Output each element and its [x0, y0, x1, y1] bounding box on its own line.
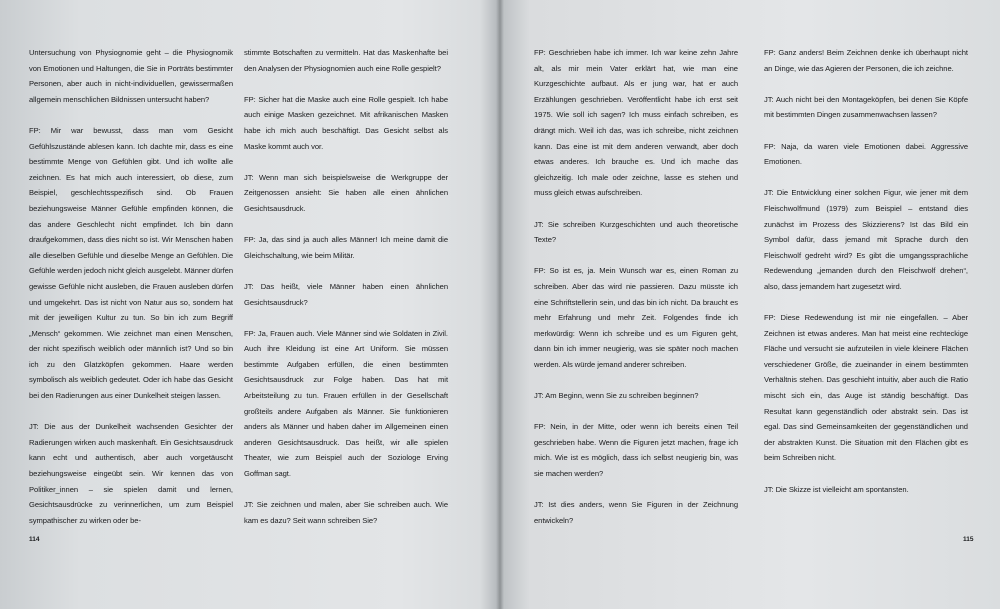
paragraph: FP: So ist es, ja. Mein Wunsch war es, einen Roman zu schreiben. Aber das wird nie passieren. Dazu müsste ich eine Schriftstellerin sein, und das bin ich nicht. Da braucht es mehr Erfahrung und mehr Zeit. Folgendes finde ich merkwürdig: Wenn ich schreibe und es um Figuren geht, dann bin ich immer neugierig, was sie später noch machen werden. Als würde jemand anderer schreiben.	[534, 266, 738, 369]
paragraph: JT: Die Entwicklung einer solchen Figur, wie jener mit dem Fleischwolfmund (1979) zum Beispiel – entstand dies zunächst im Prozess des Skizzierens? Ist das Bild ein Symbol dafür, dass jemand mit Sprache durch den Fleischwolf gedreht wird? Es gibt die umgangssprachliche Redewendung „jemanden durch den Fleischwolf drehen“, also, dass jemandem hart zugesetzt wird.	[764, 188, 968, 291]
paragraph: JT: Das heißt, viele Männer haben einen ähnlichen Gesichtsausdruck?	[244, 281, 448, 307]
paragraph: Untersuchung von Physiognomie geht – die Physiognomik von Emotionen und Haltungen, die Sie in Porträts bestimmter Personen, aber auch in nicht-individuellen, gewissermaßen allgemein menschlichen Bildnissen untersucht haben?	[29, 48, 233, 104]
paragraph: JT: Die aus der Dunkelheit wachsenden Gesichter der Radierungen wirken auch maskenhaft. Ein Gesichtsausdruck kann echt und authentisch, aber auch vorgetäuscht beziehungsweise eingeübt sein. Wir kennen das von Politiker_innen – sie spielen damit und lernen, Gesichtsausdrücke zu verinnerlichen, um zum Beispiel sympathischer zu wirken oder be-	[29, 422, 233, 525]
paragraph: JT: Am Beginn, wenn Sie zu schreiben beginnen?	[534, 391, 699, 401]
paragraph: FP: Ja, Frauen auch. Viele Männer sind wie Soldaten in Zivil. Auch ihre Kleidung ist eine Art Uniform. Sie müssen bestimmte Aufgaben erfüllen, die einen bestimmten Gesichtsausdruck zur Folge haben. Das hat mit Arbeitsteilung zu tun. Frauen erfüllen in der Gesellschaft großteils andere Aufgaben als Männer. Sie funktionieren anders als Männer und haben daher im Allgemeinen einen anderen Gesichtsausdruck. Das heißt, wir alle spielen Theater, wie zum Beispiel auch der Soziologe Erving Goffman sagt.	[244, 328, 448, 479]
paragraph: JT: Sie zeichnen und malen, aber Sie schreiben auch. Wie kam es dazu? Seit wann schreiben Sie?	[244, 500, 448, 525]
paragraph: FP: Sicher hat die Maske auch eine Rolle gespielt. Ich habe auch einige Masken gezeichnet. Mit afrikanischen Masken habe ich mich auch beschäftigt. Das Gesicht selbst als Maske kommt auch vor.	[244, 94, 448, 151]
page-number: 115	[963, 536, 974, 543]
page-number: 114	[29, 536, 40, 543]
paragraph: JT: Die Skizze ist vielleicht am spontansten.	[764, 484, 909, 494]
left-page	[0, 0, 498, 609]
right-page	[502, 0, 1000, 609]
left-page-column-1	[29, 45, 233, 544]
paragraph: JT: Wenn man sich beispielsweise die Werkgruppe der Zeitgenossen ansieht: Sie haben alle einen ähnlichen Gesichtsausdruck.	[244, 172, 448, 213]
paragraph: FP: Ganz anders! Beim Zeichnen denke ich überhaupt nicht an Dinge, wie das Agieren der Personen, die ich zeichne.	[764, 48, 968, 73]
right-page-column-1	[534, 45, 738, 544]
paragraph: FP: Mir war bewusst, dass man vom Gesicht Gefühlszustände ablesen kann. Ich dachte mir, dass es eine bestimmte Menge von Gefühlen gibt. Und ich wollte alle zeichnen. Es hat mich auch interessiert, ob diese, zum Beispiel, geschlechtsspezifisch sind. Ob Frauen beziehungsweise Männer Gefühle empfinden können, die das andere Geschlecht nicht empfindet. Ich bin dann draufgekommen, dass dies nicht so ist. Wir Menschen haben alle dieselben Gefühle und dieselbe Menge an Gefühlen. Die Gefühle werden jedoch nicht gleich ausgelebt. Männer dürfen gewisse Gefühle nicht ausleben, die Frauen ausleben dürfen und umgekehrt. Das ist nicht von Natur aus so, sondern hat mit der jeweiligen Kultur zu tun. So bin ich zum Begriff „Mensch“ gekommen. Wie zeichnet man einen Menschen, der nicht spezifisch weiblich oder männlich ist? Und so bin ich zu den Glatzköpfen gekommen. Haare werden symbolisch als weiblich gedeutet. Oder ich habe das Gesicht bei den Radierungen aus einer Dunkelheit steigen lassen.	[29, 125, 233, 401]
paragraph: JT: Ist dies anders, wenn Sie Figuren in der Zeichnung entwickeln?	[534, 500, 738, 525]
left-page-column-2	[244, 45, 448, 544]
paragraph: FP: Ja, das sind ja auch alles Männer! Ich meine damit die Gleichschaltung, wie beim Militär.	[244, 235, 448, 260]
paragraph: JT: Sie schreiben Kurzgeschichten und auch theoretische Texte?	[534, 219, 738, 245]
paragraph: FP: Nein, in der Mitte, oder wenn ich bereits einen Teil geschrieben habe. Wenn die Figuren jetzt machen, frage ich mich. Wie ist es möglich, dass ich selbst neugierig bin, was sie machen werden?	[534, 422, 738, 479]
right-page-column-2	[764, 45, 968, 513]
paragraph: FP: Diese Redewendung ist mir nie eingefallen. – Aber Zeichnen ist etwas anderes. Man hat meist eine rechteckige Fläche und versucht sie aufzuteilen in viele kleinere Flächen verschiedener Größe, die zueinander in einem bestimmten Verhältnis stehen. Das geschieht intuitiv, aber auch die Ratio mischt sich ein, das Auge ist ständig beschäftigt. Das Resultat kann gegenständlich oder abstrakt sein. Das ist egal. Das sind Gemeinsamkeiten der gegenständlichen und der abstrakten Kunst. Die Situation mit den Flächen gibt es beim Schreiben nicht.	[764, 313, 968, 463]
paragraph: stimmte Botschaften zu vermitteln. Hat das Maskenhafte bei den Analysen der Physiognomien auch eine Rolle gespielt?	[244, 48, 448, 73]
paragraph: JT: Auch nicht bei den Montageköpfen, bei denen Sie Köpfe mit bestimmten Dingen zusammenwachsen lassen?	[764, 94, 968, 120]
paragraph: FP: Geschrieben habe ich immer. Ich war keine zehn Jahre alt, als mir mein Vater erklärt hat, wie man eine Kurzgeschichte aufbaut. Als er jung war, hat er auch Erzählungen geschrieben. Veröffentlicht habe ich erst seit 1975. Wie soll ich sagen? Ich muss einfach schreiben, es drängt mich. Weil ich das, was ich schreibe, nicht zeichnen kann. Das eine ist mit dem anderen verwandt, aber doch etwas anderes. Ich brauche es. Und ich mache das gleichzeitig. Ich male oder zeichne, lasse es stehen und muss gleich etwas aufschreiben.	[534, 48, 738, 198]
paragraph: FP: Naja, da waren viele Emotionen dabei. Aggressive Emotionen.	[764, 141, 968, 167]
